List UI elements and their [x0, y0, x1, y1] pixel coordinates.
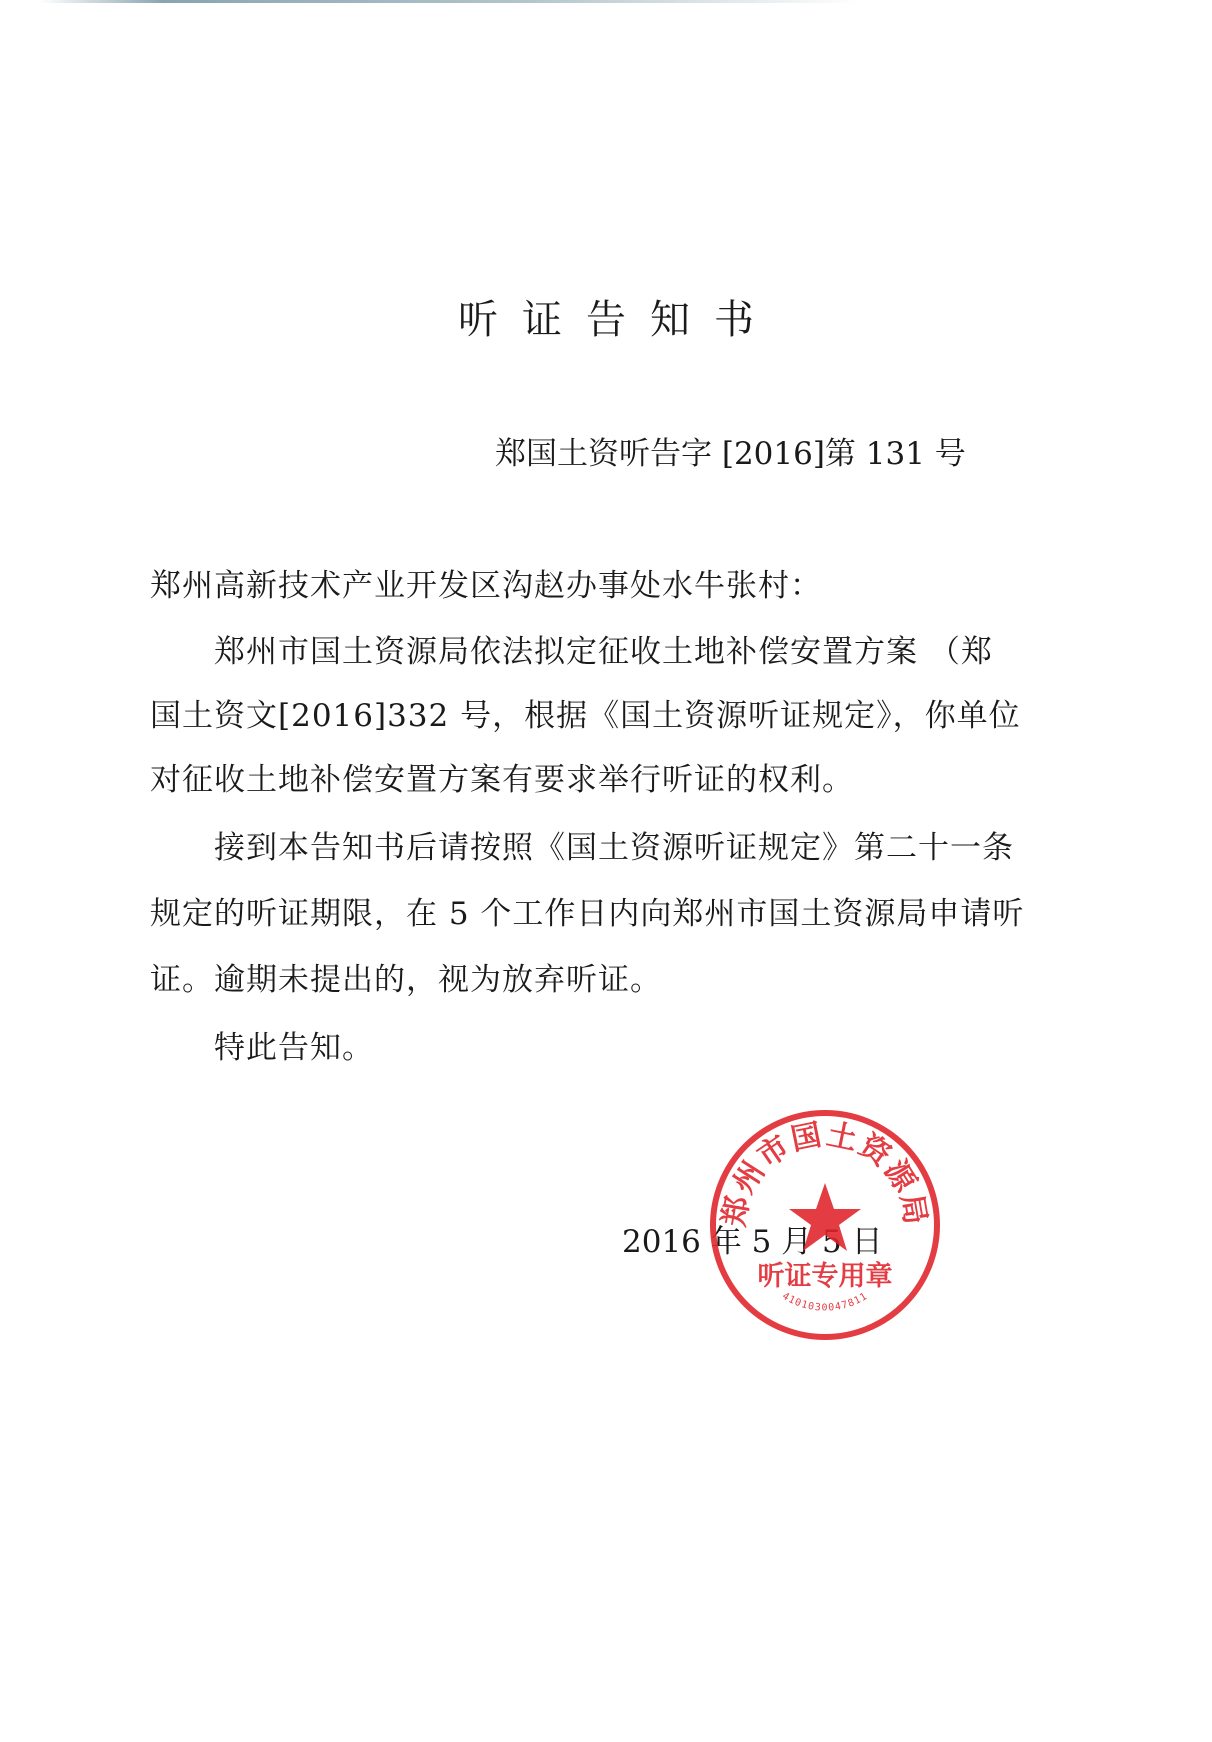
official-seal-stamp [705, 1105, 945, 1345]
paragraph-2-line-2: 规定的听证期限，在 5 个工作日内向郑州市国土资源局申请听 [150, 896, 1025, 932]
document-number: 郑国土资听告字 [2016]第 131 号 [495, 436, 966, 472]
paragraph-1-line-3: 对征收土地补偿安置方案有要求举行听证的权利。 [150, 762, 854, 798]
paragraph-1-line-1: 郑州市国土资源局依法拟定征收土地补偿安置方案 （郑 [214, 634, 993, 670]
document-title: 听证告知书 [458, 297, 778, 343]
paragraph-2-line-3: 证。逾期未提出的，视为放弃听证。 [150, 962, 662, 998]
seal-star-icon [789, 1183, 861, 1251]
seal-code-text: 4101030047811 [780, 1290, 870, 1314]
recipient: 郑州高新技术产业开发区沟赵办事处水牛张村： [150, 568, 822, 604]
document-date: 2016 年 5 月 5 日 [622, 1224, 883, 1260]
scan-edge [40, 0, 860, 3]
paragraph-1-line-2: 国土资文[2016]332 号，根据《国土资源听证规定》，你单位 [150, 698, 1021, 734]
closing-line: 特此告知。 [214, 1030, 374, 1066]
paragraph-2-line-1: 接到本告知书后请按照《国土资源听证规定》第二十一条 [214, 830, 1014, 866]
seal-purpose-text: 听证专用章 [757, 1261, 893, 1292]
seal-org-text: 郑州市国土资源局 [716, 1117, 934, 1229]
